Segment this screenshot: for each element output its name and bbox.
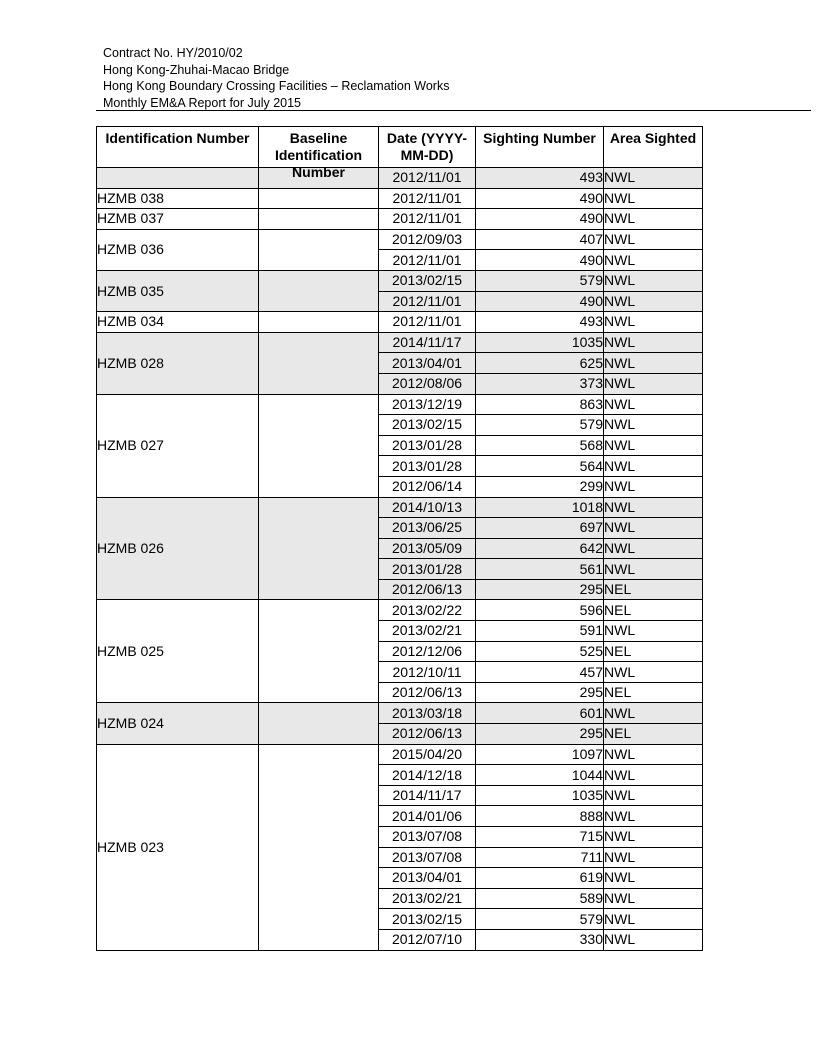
sighting-number-cell: 619 xyxy=(476,868,604,889)
sighting-number-cell: 863 xyxy=(476,394,604,415)
baseline-identification-cell xyxy=(259,703,379,744)
sighting-number-cell: 601 xyxy=(476,703,604,724)
table-row xyxy=(97,168,703,189)
date-cell: 2012/11/01 xyxy=(379,209,476,230)
area-sighted-cell: NWL xyxy=(604,209,703,230)
sighting-number-cell: 490 xyxy=(476,209,604,230)
report-title: Monthly EM&A Report for July 2015 xyxy=(103,95,302,110)
baseline-identification-cell xyxy=(259,209,379,230)
sighting-number-cell: 642 xyxy=(476,538,604,559)
area-sighted-cell: NWL xyxy=(604,415,703,436)
table-row xyxy=(97,270,703,291)
sighting-number-cell: 490 xyxy=(476,291,604,312)
table-header-row xyxy=(97,127,703,168)
date-cell: 2013/01/28 xyxy=(379,435,476,456)
date-cell: 2013/05/09 xyxy=(379,538,476,559)
header-divider xyxy=(96,110,811,111)
works-name: Hong Kong Boundary Crossing Facilities – Reclamation Works xyxy=(103,79,450,93)
project-name: Hong Kong-Zhuhai-Macao Bridge xyxy=(103,62,290,77)
sighting-number-cell: 1035 xyxy=(476,332,604,353)
date-cell: 2013/04/01 xyxy=(379,868,476,889)
sighting-number-cell: 1035 xyxy=(476,785,604,806)
sighting-number-cell: 561 xyxy=(476,559,604,580)
sighting-number-cell: 596 xyxy=(476,600,604,621)
area-sighted-cell: NWL xyxy=(604,703,703,724)
sighting-number-cell: 579 xyxy=(476,270,604,291)
area-sighted-cell: NEL xyxy=(604,600,703,621)
sighting-number-cell: 625 xyxy=(476,353,604,374)
table-row xyxy=(97,703,703,724)
baseline-identification-cell xyxy=(259,497,379,600)
sighting-number-cell: 490 xyxy=(476,250,604,271)
identification-number-cell: HZMB 026 xyxy=(97,497,259,600)
sighting-number-cell: 457 xyxy=(476,662,604,683)
area-sighted-cell: NWL xyxy=(604,229,703,250)
identification-number-cell: HZMB 024 xyxy=(97,703,259,744)
sighting-number-cell: 330 xyxy=(476,929,604,950)
area-sighted-cell: NWL xyxy=(604,476,703,497)
area-sighted-cell: NWL xyxy=(604,394,703,415)
sighting-number-cell: 564 xyxy=(476,456,604,477)
sighting-number-cell: 299 xyxy=(476,476,604,497)
sighting-number-cell: 295 xyxy=(476,724,604,745)
area-sighted-cell: NWL xyxy=(604,497,703,518)
area-sighted-cell: NWL xyxy=(604,250,703,271)
date-cell: 2013/01/28 xyxy=(379,456,476,477)
table-row xyxy=(97,497,703,518)
identification-number-cell: HZMB 035 xyxy=(97,270,259,311)
date-cell: 2013/02/15 xyxy=(379,415,476,436)
date-cell: 2014/11/17 xyxy=(379,785,476,806)
area-sighted-cell: NEL xyxy=(604,641,703,662)
date-cell: 2013/04/01 xyxy=(379,353,476,374)
date-cell: 2014/11/17 xyxy=(379,332,476,353)
date-cell: 2014/10/13 xyxy=(379,497,476,518)
report-header xyxy=(103,45,449,111)
sighting-number-cell: 711 xyxy=(476,847,604,868)
sighting-number-cell: 493 xyxy=(476,312,604,333)
table-row xyxy=(97,229,703,250)
baseline-identification-cell xyxy=(259,600,379,703)
identification-number-cell: HZMB 036 xyxy=(97,229,259,270)
area-sighted-cell: NWL xyxy=(604,929,703,950)
table-row xyxy=(97,312,703,333)
identification-number-cell xyxy=(97,168,259,189)
sighting-number-cell: 591 xyxy=(476,621,604,642)
table-row xyxy=(97,188,703,209)
area-sighted-cell: NWL xyxy=(604,353,703,374)
area-sighted-cell: NWL xyxy=(604,538,703,559)
date-cell: 2014/12/18 xyxy=(379,765,476,786)
identification-number-cell: HZMB 038 xyxy=(97,188,259,209)
area-sighted-cell: NWL xyxy=(604,806,703,827)
table-row xyxy=(97,600,703,621)
date-cell: 2013/02/15 xyxy=(379,909,476,930)
date-cell: 2013/02/22 xyxy=(379,600,476,621)
identification-number-cell: HZMB 037 xyxy=(97,209,259,230)
sighting-number-cell: 579 xyxy=(476,909,604,930)
date-cell: 2013/03/18 xyxy=(379,703,476,724)
area-sighted-cell: NWL xyxy=(604,332,703,353)
area-sighted-cell: NWL xyxy=(604,744,703,765)
identification-number-cell: HZMB 028 xyxy=(97,332,259,394)
date-cell: 2013/07/08 xyxy=(379,847,476,868)
sighting-number-cell: 1018 xyxy=(476,497,604,518)
table-row xyxy=(97,744,703,765)
date-cell: 2012/08/06 xyxy=(379,373,476,394)
area-sighted-cell: NWL xyxy=(604,827,703,848)
baseline-identification-cell xyxy=(259,229,379,270)
col-area-sighted: Area Sighted xyxy=(604,127,703,168)
baseline-identification-cell xyxy=(259,188,379,209)
date-cell: 2015/04/20 xyxy=(379,744,476,765)
area-sighted-cell: NWL xyxy=(604,270,703,291)
sighting-number-cell: 568 xyxy=(476,435,604,456)
identification-number-cell: HZMB 027 xyxy=(97,394,259,497)
area-sighted-cell: NWL xyxy=(604,785,703,806)
table-row xyxy=(97,209,703,230)
date-cell: 2013/02/21 xyxy=(379,621,476,642)
sighting-number-cell: 1044 xyxy=(476,765,604,786)
date-cell: 2012/06/13 xyxy=(379,724,476,745)
identification-number-cell: HZMB 023 xyxy=(97,744,259,950)
area-sighted-cell: NWL xyxy=(604,847,703,868)
baseline-identification-cell xyxy=(259,744,379,950)
date-cell: 2012/11/01 xyxy=(379,168,476,189)
sighting-number-cell: 697 xyxy=(476,518,604,539)
sighting-number-cell: 715 xyxy=(476,827,604,848)
area-sighted-cell: NWL xyxy=(604,765,703,786)
col-sighting-number: Sighting Number xyxy=(476,127,604,168)
date-cell: 2012/11/01 xyxy=(379,188,476,209)
area-sighted-cell: NEL xyxy=(604,682,703,703)
area-sighted-cell: NWL xyxy=(604,312,703,333)
area-sighted-cell: NWL xyxy=(604,909,703,930)
sighting-number-cell: 888 xyxy=(476,806,604,827)
identification-number-cell: HZMB 034 xyxy=(97,312,259,333)
sighting-number-cell: 490 xyxy=(476,188,604,209)
date-cell: 2012/06/13 xyxy=(379,579,476,600)
area-sighted-cell: NEL xyxy=(604,579,703,600)
table-row xyxy=(97,332,703,353)
date-cell: 2012/06/14 xyxy=(379,476,476,497)
sighting-number-cell: 493 xyxy=(476,168,604,189)
col-baseline-identification: Baseline Identification Number xyxy=(259,127,379,168)
area-sighted-cell: NWL xyxy=(604,435,703,456)
sighting-table xyxy=(96,126,703,951)
area-sighted-cell: NEL xyxy=(604,724,703,745)
date-cell: 2012/06/13 xyxy=(379,682,476,703)
area-sighted-cell: NWL xyxy=(604,291,703,312)
area-sighted-cell: NWL xyxy=(604,188,703,209)
date-cell: 2012/11/01 xyxy=(379,250,476,271)
sighting-number-cell: 1097 xyxy=(476,744,604,765)
identification-number-cell: HZMB 025 xyxy=(97,600,259,703)
date-cell: 2012/07/10 xyxy=(379,929,476,950)
date-cell: 2012/10/11 xyxy=(379,662,476,683)
sighting-number-cell: 295 xyxy=(476,579,604,600)
sighting-number-cell: 589 xyxy=(476,888,604,909)
date-cell: 2012/11/01 xyxy=(379,312,476,333)
baseline-identification-cell xyxy=(259,394,379,497)
date-cell: 2013/01/28 xyxy=(379,559,476,580)
area-sighted-cell: NWL xyxy=(604,518,703,539)
date-cell: 2012/12/06 xyxy=(379,641,476,662)
date-cell: 2013/12/19 xyxy=(379,394,476,415)
sighting-number-cell: 407 xyxy=(476,229,604,250)
date-cell: 2012/09/03 xyxy=(379,229,476,250)
date-cell: 2013/02/21 xyxy=(379,888,476,909)
area-sighted-cell: NWL xyxy=(604,373,703,394)
baseline-identification-cell xyxy=(259,332,379,394)
date-cell: 2013/07/08 xyxy=(379,827,476,848)
area-sighted-cell: NWL xyxy=(604,168,703,189)
col-identification-number: Identification Number xyxy=(97,127,259,168)
table-body xyxy=(97,168,703,951)
date-cell: 2012/11/01 xyxy=(379,291,476,312)
area-sighted-cell: NWL xyxy=(604,888,703,909)
baseline-identification-cell xyxy=(259,312,379,333)
contract-number: Contract No. HY/2010/02 xyxy=(103,46,243,60)
sighting-number-cell: 525 xyxy=(476,641,604,662)
col-date: Date (YYYY-MM-DD) xyxy=(379,127,476,168)
table-row xyxy=(97,394,703,415)
area-sighted-cell: NWL xyxy=(604,559,703,580)
date-cell: 2013/02/15 xyxy=(379,270,476,291)
sighting-number-cell: 373 xyxy=(476,373,604,394)
area-sighted-cell: NWL xyxy=(604,868,703,889)
date-cell: 2014/01/06 xyxy=(379,806,476,827)
sighting-number-cell: 579 xyxy=(476,415,604,436)
area-sighted-cell: NWL xyxy=(604,662,703,683)
sighting-number-cell: 295 xyxy=(476,682,604,703)
area-sighted-cell: NWL xyxy=(604,621,703,642)
date-cell: 2013/06/25 xyxy=(379,518,476,539)
baseline-identification-cell xyxy=(259,270,379,311)
area-sighted-cell: NWL xyxy=(604,456,703,477)
